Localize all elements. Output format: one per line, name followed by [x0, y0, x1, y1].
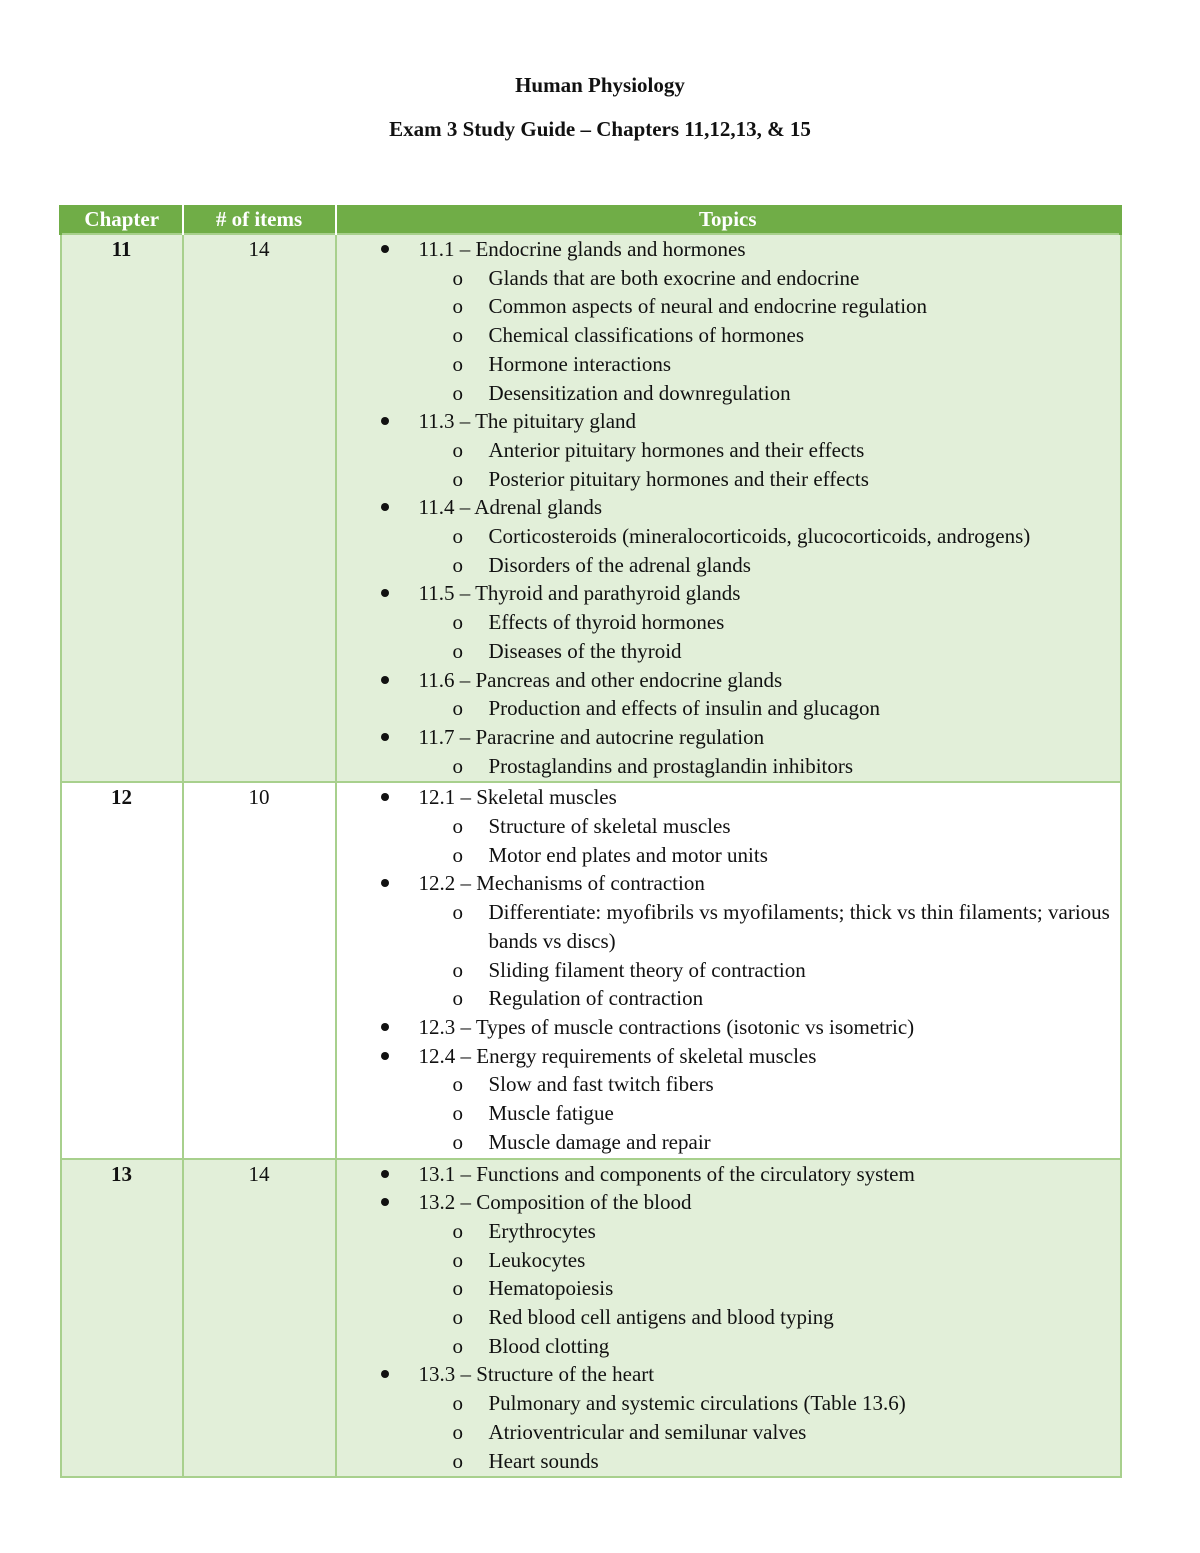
bullet-icon [381, 417, 389, 425]
subtopic-label: Muscle damage and repair [488, 1129, 711, 1154]
topic-item [337, 1013, 1112, 1042]
subtopic-label: Disorders of the adrenal glands [488, 552, 751, 577]
hollow-bullet-icon: o [452, 957, 463, 982]
subtopic-item [337, 898, 1112, 955]
chapter-number: 12 [61, 782, 183, 1158]
bullet-icon [381, 1370, 389, 1378]
subtopic-item [337, 551, 1112, 580]
hollow-bullet-icon: o [452, 437, 463, 462]
topic-label: 11.1 – Endocrine glands and hormones [418, 237, 746, 261]
subtopic-item [337, 1128, 1112, 1157]
item-count: 10 [183, 782, 336, 1158]
subtopic-item [337, 379, 1112, 408]
hollow-bullet-icon: o [452, 900, 463, 925]
bullet-icon [381, 1198, 389, 1206]
chapter-number: 13 [61, 1159, 183, 1478]
subtopic-item [337, 292, 1112, 321]
topic-label: 11.4 – Adrenal glands [418, 495, 603, 520]
subtopic-item [337, 841, 1112, 870]
bullet-icon [381, 1023, 389, 1031]
subtopic-item [337, 321, 1112, 350]
hollow-bullet-icon: o [452, 1276, 463, 1301]
hollow-bullet-icon: o [452, 1218, 463, 1243]
subtopic-item [337, 1447, 1112, 1476]
table-row [61, 234, 1121, 782]
subtopic-label: Diseases of the thyroid [488, 638, 682, 663]
topic-label: 11.3 – The pituitary gland [418, 409, 637, 434]
subtopic-label: Slow and fast twitch fibers [488, 1072, 714, 1097]
subtopic-item [337, 1070, 1112, 1099]
hollow-bullet-icon: o [452, 524, 463, 549]
hollow-bullet-icon: o [452, 552, 463, 577]
subtopic-item [337, 1099, 1112, 1128]
subtopic-item [337, 1217, 1112, 1246]
table-row [61, 782, 1121, 1158]
column-header-chapter: Chapter [61, 205, 183, 234]
hollow-bullet-icon: o [452, 842, 463, 867]
subtopic-item [337, 956, 1112, 985]
hollow-bullet-icon: o [452, 696, 463, 721]
topic-item [337, 869, 1112, 898]
topic-label: 13.2 – Composition of the blood [418, 1190, 692, 1215]
subtopic-label: Sliding filament theory of contraction [488, 957, 806, 982]
topic-item [337, 1160, 1112, 1189]
subtopic-label: Muscle fatigue [488, 1101, 614, 1126]
subtopic-label: Erythrocytes [488, 1218, 596, 1243]
subtopic-label: Corticosteroids (mineralocorticoids, glucocorticoids, androgens) [488, 524, 1031, 549]
topics-cell [336, 234, 1121, 782]
subtopic-label: Blood clotting [488, 1333, 610, 1358]
hollow-bullet-icon: o [452, 1391, 463, 1416]
topic-label: 12.1 – Skeletal muscles [418, 785, 617, 810]
hollow-bullet-icon: o [452, 1101, 463, 1126]
topic-label: 12.2 – Mechanisms of contraction [418, 871, 705, 896]
bullet-icon [381, 503, 389, 511]
bullet-icon [381, 1052, 389, 1060]
topic-label: 11.7 – Paracrine and autocrine regulation [418, 724, 765, 749]
subtopic-label: Desensitization and downregulation [488, 380, 791, 405]
table-row [61, 1159, 1121, 1478]
subtopic-label: Atrioventricular and semilunar valves [488, 1419, 807, 1444]
topic-item [337, 235, 1112, 264]
bullet-icon [381, 879, 389, 887]
hollow-bullet-icon: o [452, 380, 463, 405]
chapter-number: 11 [61, 234, 183, 782]
hollow-bullet-icon: o [452, 1129, 463, 1154]
subtopic-item [337, 1246, 1112, 1275]
topic-item [337, 579, 1112, 608]
subtopic-item [337, 752, 1112, 781]
subtopic-item [337, 1389, 1112, 1418]
topics-cell [336, 782, 1121, 1158]
subtopic-label: Hormone interactions [488, 351, 672, 376]
subtopic-label: Prostaglandins and prostaglandin inhibitors [488, 753, 854, 778]
subtopic-label: Differentiate: myofibrils vs myofilaments; thick vs thin filaments; various bands vs discs) [488, 900, 1110, 953]
subtopic-label: Anterior pituitary hormones and their effects [488, 437, 865, 462]
study-guide-table [59, 205, 1122, 1478]
table-body [61, 234, 1121, 1477]
bullet-icon [381, 676, 389, 684]
hollow-bullet-icon: o [452, 814, 463, 839]
bullet-icon [381, 733, 389, 741]
topic-label: 12.3 – Types of muscle contractions (isotonic vs isometric) [418, 1014, 915, 1039]
subtopic-label: Red blood cell antigens and blood typing [488, 1305, 834, 1330]
hollow-bullet-icon: o [452, 753, 463, 778]
hollow-bullet-icon: o [452, 323, 463, 348]
subtopic-item [337, 350, 1112, 379]
column-header-topics: Topics [336, 205, 1121, 234]
subtopic-item [337, 812, 1112, 841]
subtopic-item [337, 608, 1112, 637]
hollow-bullet-icon: o [452, 1333, 463, 1358]
hollow-bullet-icon: o [452, 986, 463, 1011]
subtopic-label: Structure of skeletal muscles [488, 814, 731, 839]
subtopic-label: Posterior pituitary hormones and their effects [488, 466, 869, 491]
document-title: Human Physiology [515, 73, 685, 97]
hollow-bullet-icon: o [452, 1419, 463, 1444]
subtopic-label: Chemical classifications of hormones [488, 323, 805, 348]
subtopic-label: Hematopoiesis [488, 1276, 614, 1301]
subtopic-item [337, 1303, 1112, 1332]
topic-item [337, 723, 1112, 752]
item-count: 14 [183, 234, 336, 782]
hollow-bullet-icon: o [452, 466, 463, 491]
topic-item [337, 783, 1112, 812]
subtopic-item [337, 1418, 1112, 1447]
bullet-icon [381, 589, 389, 597]
hollow-bullet-icon: o [452, 1448, 463, 1473]
subtopic-label: Motor end plates and motor units [488, 842, 768, 867]
hollow-bullet-icon: o [452, 1072, 463, 1097]
subtopic-item [337, 1274, 1112, 1303]
topic-item [337, 493, 1112, 522]
subtopic-item [337, 522, 1112, 551]
topic-label: 13.1 – Functions and components of the circulatory system [418, 1161, 915, 1186]
column-header-items: # of items [183, 205, 336, 234]
topic-item [337, 407, 1112, 436]
subtopic-item [337, 1332, 1112, 1361]
hollow-bullet-icon: o [452, 1305, 463, 1330]
topic-label: 11.5 – Thyroid and parathyroid glands [418, 581, 741, 606]
topic-item [337, 1188, 1112, 1217]
subtopic-item [337, 984, 1112, 1013]
hollow-bullet-icon: o [452, 638, 463, 663]
hollow-bullet-icon: o [452, 265, 463, 290]
item-count: 14 [183, 1159, 336, 1478]
topic-label: 12.4 – Energy requirements of skeletal muscles [418, 1043, 817, 1068]
hollow-bullet-icon: o [452, 294, 463, 319]
table-header-row [61, 205, 1121, 234]
subtopic-item [337, 264, 1112, 293]
topic-item [337, 1360, 1112, 1389]
document-subtitle: Exam 3 Study Guide – Chapters 11,12,13, & 15 [389, 117, 811, 141]
hollow-bullet-icon: o [452, 351, 463, 376]
subtopic-label: Regulation of contraction [488, 986, 704, 1011]
subtopic-item [337, 465, 1112, 494]
topic-label: 13.3 – Structure of the heart [418, 1362, 655, 1387]
bullet-icon [381, 1170, 389, 1178]
subtopic-item [337, 436, 1112, 465]
bullet-icon [381, 793, 389, 801]
topics-cell [336, 1159, 1121, 1478]
subtopic-label: Pulmonary and systemic circulations (Table 13.6) [488, 1391, 906, 1416]
subtopic-label: Glands that are both exocrine and endocrine [488, 265, 860, 290]
subtopic-label: Leukocytes [488, 1247, 586, 1272]
hollow-bullet-icon: o [452, 610, 463, 635]
subtopic-item [337, 637, 1112, 666]
subtopic-label: Production and effects of insulin and glucagon [488, 696, 881, 721]
subtopic-label: Common aspects of neural and endocrine regulation [488, 294, 928, 319]
topic-item [337, 1042, 1112, 1071]
bullet-icon [381, 245, 389, 253]
hollow-bullet-icon: o [452, 1247, 463, 1272]
subtopic-label: Effects of thyroid hormones [488, 610, 725, 635]
subtopic-label: Heart sounds [488, 1448, 599, 1473]
topic-label: 11.6 – Pancreas and other endocrine glands [418, 667, 783, 692]
topic-item [337, 666, 1112, 695]
subtopic-item [337, 694, 1112, 723]
